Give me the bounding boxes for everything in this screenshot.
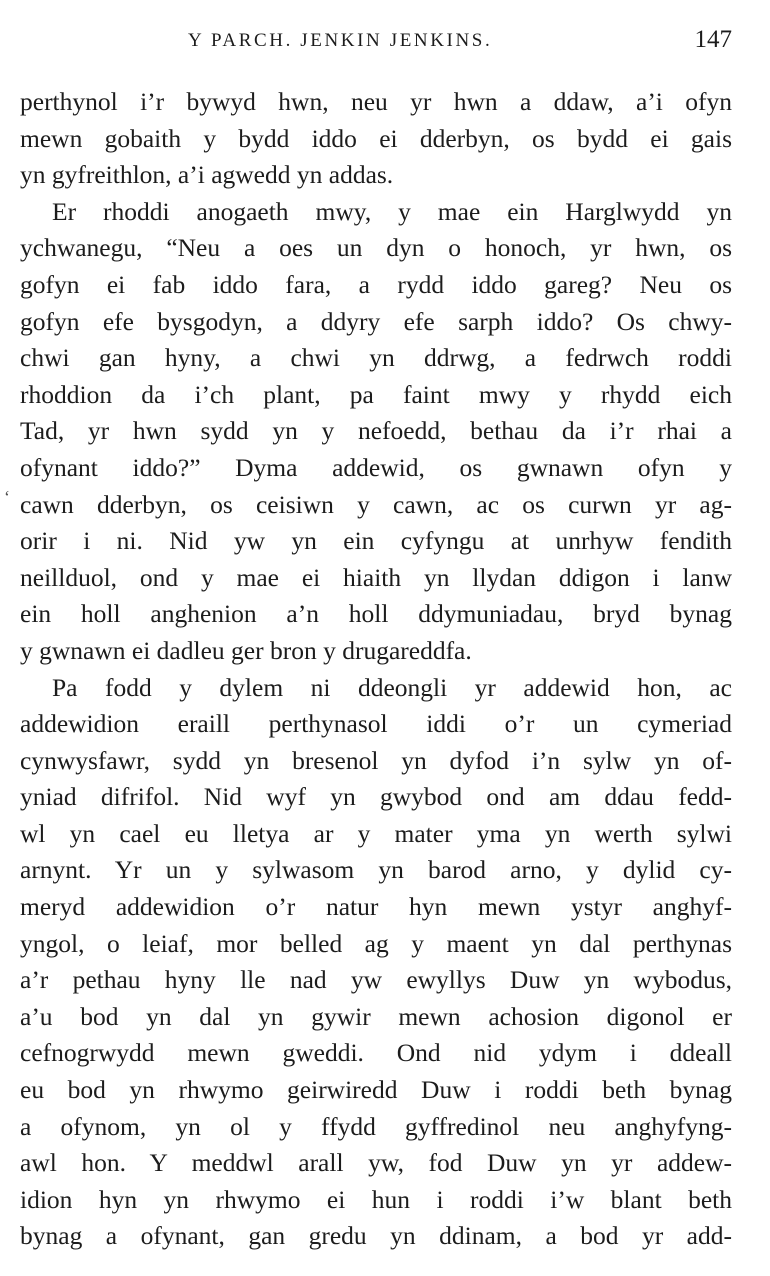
text-line: awl hon. Y meddwl arall yw, fod Duw yn yr addew- [20, 1148, 732, 1178]
text-line: eu bod yn rhwymo geirwiredd Duw i roddi beth bynag [20, 1075, 732, 1105]
text-line: yn gyfreithlon, a’i agwedd yn addas. [20, 160, 394, 190]
text-line: a’u bod yn dal yn gywir mewn achosion digonol er [20, 1001, 732, 1031]
text-line: ein holl anghenion a’n holl ddymuniadau, bryd bynag [20, 599, 732, 629]
text-line: Pa fodd y dylem ni ddeongli yr addewid hon, ac [52, 672, 732, 702]
running-head [20, 26, 732, 60]
text-line: gofyn ei fab iddo fara, a rydd iddo gareg? Neu os [20, 269, 732, 299]
margin-mark: ‘ [4, 487, 10, 507]
text-line: cynwysfawr, sydd yn bresenol yn dyfod i’n sylw yn of- [20, 745, 732, 775]
text-line: orir i ni. Nid yw yn ein cyfyngu at unrhyw fendith [20, 526, 732, 556]
text-line: wl yn cael eu lletya ar y mater yma yn werth sylwi [20, 818, 732, 848]
text-line: idion hyn yn rhwymo ei hun i roddi i’w blant beth [20, 1184, 732, 1214]
text-line: gofyn efe bysgodyn, a ddyry efe sarph iddo? Os chwy- [20, 306, 732, 336]
text-line: a ofynom, yn ol y ffydd gyffredinol neu anghyfyng- [20, 1111, 732, 1141]
text-line: perthynol i’r bywyd hwn, neu yr hwn a ddaw, a’i ofyn [20, 87, 732, 116]
text-line: yniad difrifol. Nid wyf yn gwybod ond am ddau fedd- [20, 782, 732, 812]
body-text [20, 84, 732, 1255]
text-line: Tad, yr hwn sydd yn y nefoedd, bethau da i’r rhai a [20, 416, 732, 446]
text-line: chwi gan hyny, a chwi yn ddrwg, a fedrwch roddi [20, 343, 732, 373]
text-line: addewidion eraill perthynasol iddi o’r un cymeriad [20, 709, 732, 739]
text-line: bynag a ofynant, gan gredu yn ddinam, a bod yr add- [20, 1221, 732, 1251]
text-line: ychwanegu, “Neu a oes un dyn o honoch, yr hwn, os [20, 233, 732, 263]
text-line: arnynt. Yr un y sylwasom yn barod arno, y dylid cy- [20, 855, 732, 885]
text-line: neillduol, ond y mae ei hiaith yn llydan ddigon i lanw [20, 562, 732, 592]
text-line: Er rhoddi anogaeth mwy, y mae ein Harglwydd yn [52, 196, 732, 226]
text-line: yngol, o leiaf, mor belled ag y maent yn dal perthynas [20, 928, 732, 958]
running-head-title: Y PARCH. JENKIN JENKINS. [188, 30, 493, 51]
text-line: mewn gobaith y bydd iddo ei dderbyn, os bydd ei gais [20, 123, 732, 153]
text-line: cawn dderbyn, os ceisiwn y cawn, ac os curwn yr ag- [20, 489, 732, 519]
page-number: 147 [694, 26, 732, 53]
text-line: y gwnawn ei dadleu ger bron y drugareddfa. [20, 635, 472, 665]
text-line: cefnogrwydd mewn gweddi. Ond nid ydym i ddeall [20, 1038, 732, 1068]
text-line: ofynant iddo?” Dyma addewid, os gwnawn ofyn y [20, 452, 732, 482]
text-line: rhoddion da i’ch plant, pa faint mwy y rhydd eich [20, 379, 732, 409]
text-line: meryd addewidion o’r natur hyn mewn ystyr anghyf- [20, 892, 732, 922]
text-line: a’r pethau hyny lle nad yw ewyllys Duw yn wybodus, [20, 965, 732, 995]
